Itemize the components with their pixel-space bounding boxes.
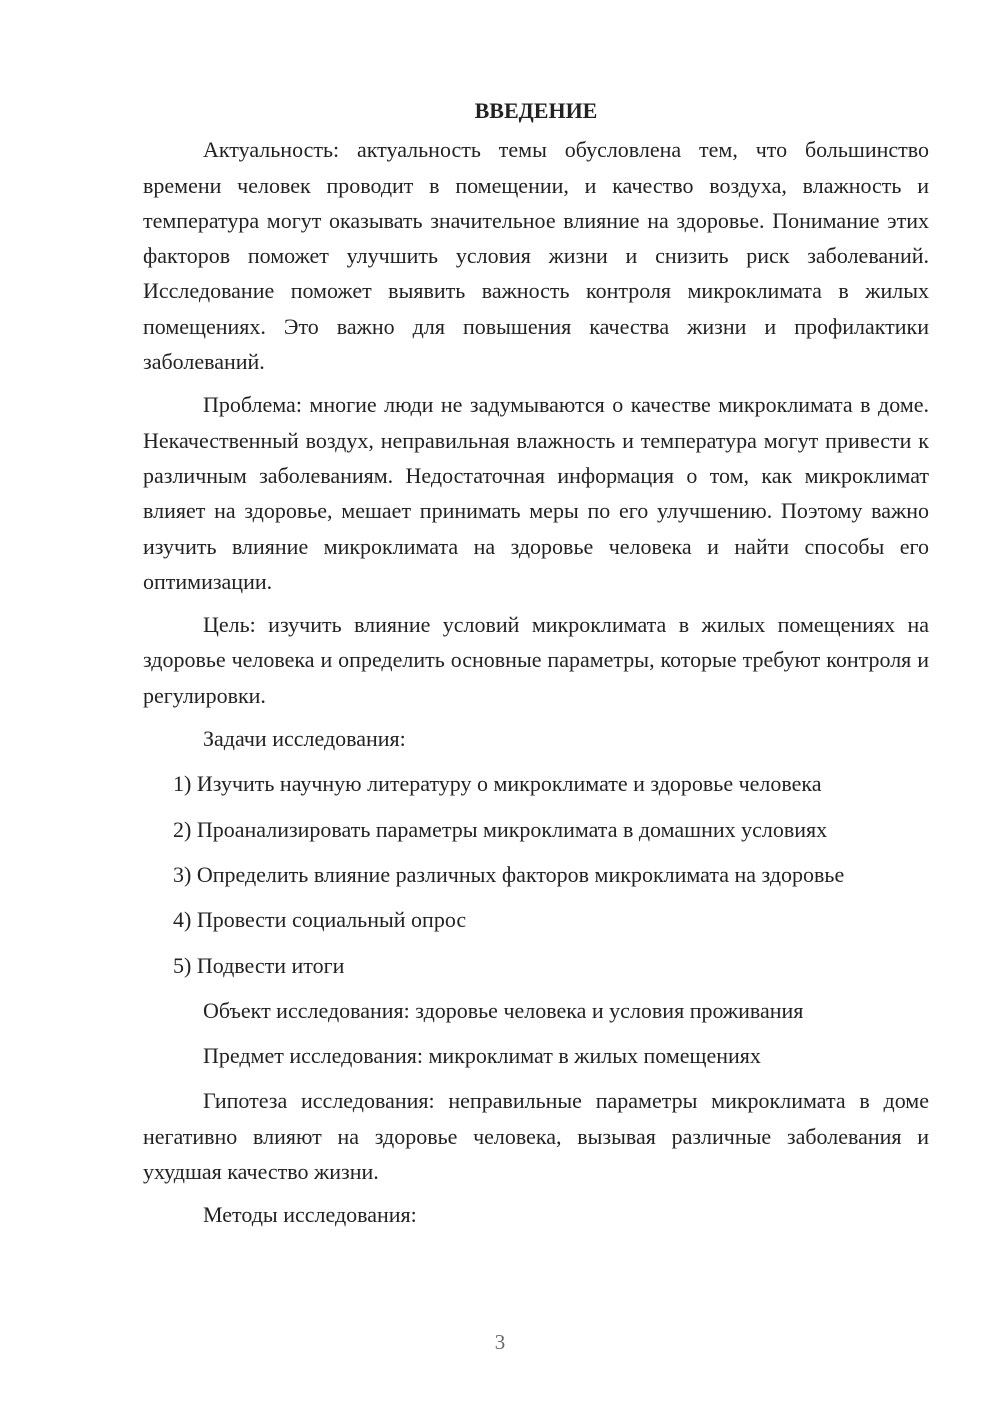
relevance-paragraph: Актуальность: актуальность темы обусловлена тем, что большинство времени человек проводит в помещении, и качество воздуха, влажность и температура могут оказывать значительное влияние на здоровье. Понимание этих факторов поможет улучшить условия жизни и снизить риск заболеваний. Исследование поможет выявить важность контроля микроклимата в жилых помещениях. Это важно для повышения качества жизни и профилактики заболеваний. — [143, 137, 929, 375]
object-paragraph: Объект исследования: здоровье человека и условия проживания — [203, 997, 804, 1023]
document-page — [143, 93, 929, 1243]
methods-heading: Методы исследования: — [203, 1202, 417, 1228]
subject-paragraph: Предмет исследования: микроклимат в жилых помещениях — [203, 1043, 761, 1069]
tasks-list — [143, 766, 929, 982]
goal-paragraph: Цель: изучить влияние условий микроклимата в жилых помещениях на здоровье человека и определить основные параметры, которые требуют контроля и регулировки. — [143, 612, 929, 708]
problem-paragraph: Проблема: многие люди не задумываются о качестве микроклимата в доме. Некачественный воздух, неправильная влажность и температура могут привести к различным заболеваниям. Недостаточная информация о том, как микроклимат влияет на здоровье, мешает принимать меры по его улучшению. Поэтому важно изучить влияние микроклимата на здоровье человека и найти способы его оптимизации. — [143, 392, 929, 594]
list-item: 4) Провести социальный опрос — [173, 907, 467, 933]
tasks-heading: Задачи исследования: — [203, 726, 406, 752]
list-item: 3) Определить влияние различных факторов микроклимата на здоровье — [173, 861, 845, 887]
hypothesis-paragraph: Гипотеза исследования: неправильные параметры микроклимата в доме негативно влияют на здоровье человека, вызывая различные заболевания и ухудшая качество жизни. — [143, 1088, 929, 1185]
list-item: 5) Подвести итоги — [173, 952, 345, 978]
page-number: 3 — [494, 1330, 506, 1354]
section-title: ВВЕДЕНИЕ — [474, 98, 598, 123]
list-item: 2) Проанализировать параметры микроклимата в домашних условиях — [173, 816, 828, 842]
list-item: 1) Изучить научную литературу о микроклимате и здоровье человека — [173, 771, 822, 797]
